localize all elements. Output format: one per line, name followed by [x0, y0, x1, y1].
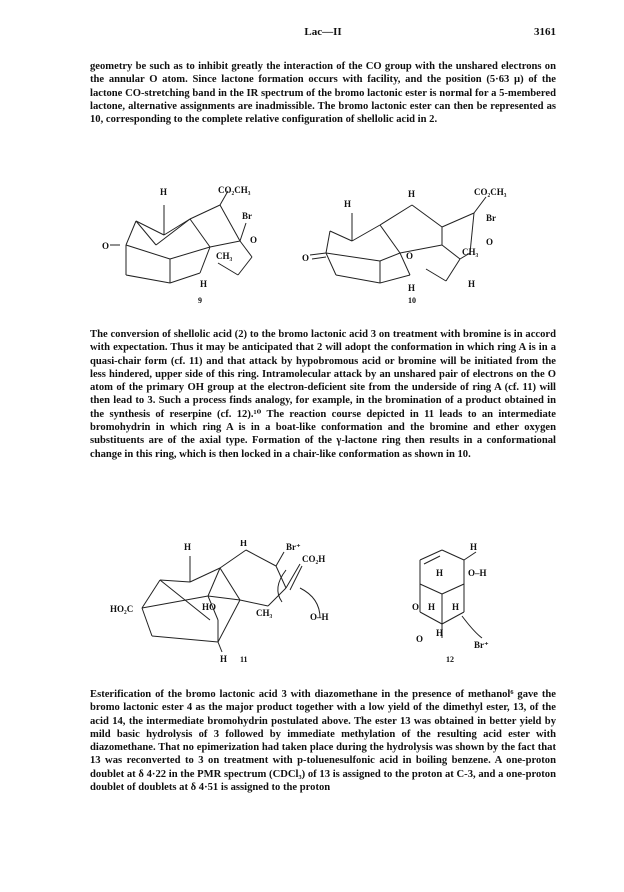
label: CO₂CH₃: [218, 185, 251, 195]
label: H: [184, 542, 192, 552]
running-head: Lac—II: [304, 26, 342, 38]
label: Br: [242, 211, 252, 221]
label: H: [408, 189, 416, 199]
structure-9: [102, 185, 257, 305]
label: CH₃: [216, 251, 233, 261]
label: H: [408, 283, 416, 293]
label: HO₂C: [110, 604, 134, 614]
compound-number-9: 9: [198, 296, 202, 305]
label: CH₃: [256, 608, 273, 618]
label: H: [428, 602, 436, 612]
label: O: [486, 237, 494, 247]
label: O: [302, 253, 310, 263]
paragraph-1: geometry be such as to inhibit greatly the interaction of the CO group with the unshared electrons on the annular O atom. Since lactone formation occurs with facility, and the position (5·63 µ) of the lactone CO-stretching band in the IR spectrum of the bromo lactonic ester is normal for a 5-membered lactone, alternative assignments are inadmissible. The bromo lactonic ester can then be represented as 10, corresponding to the complete relative configuration of shellolic acid in 2.: [90, 61, 556, 126]
label: O–H: [468, 568, 487, 578]
label: H: [240, 540, 248, 548]
page-number: 3161: [534, 26, 556, 38]
label: H: [470, 542, 478, 552]
label: O: [102, 241, 110, 251]
structure-diagram-9-10: [90, 183, 556, 308]
label: HO: [202, 602, 217, 612]
label: Br⁺: [474, 640, 489, 650]
label: H: [220, 654, 228, 664]
label: H: [344, 199, 352, 209]
paragraph-3: Esterification of the bromo lactonic acid 3 with diazomethane in the presence of methanol⁶ gave the bromo lactonic ester 4 as the major product together with a low yield of the dimethyl ester, 13, of the acid 14, the intermediate bromohydrin postulated above. The ester 13 was obtained in better yield by mild basic hydrolysis of 3 followed by immediate methylation of the resulting acid ester with diazomethane. That no epimerization had taken place during the hydrolysis was shown by the fact that 13 was reconverted to 3 on treatment with p-toluenesulfonic acid in boiling benzene. A one-proton doublet at δ 4·22 in the PMR spectrum (CDCl₃) of 13 is assigned to the proton at C-3, and a one-proton doublet of doublets at δ 4·51 is assigned to the proton: [90, 689, 556, 794]
figure-structures-9-10: [90, 183, 556, 308]
label: O–H: [310, 612, 329, 622]
label: H: [452, 602, 460, 612]
compound-number-11: 11: [240, 655, 248, 664]
label: Br: [486, 213, 496, 223]
label: O: [406, 251, 414, 261]
label: H: [436, 628, 444, 638]
compound-number-10: 10: [408, 296, 416, 305]
structure-11: [110, 540, 329, 664]
label: CH₃: [462, 247, 479, 257]
label: O: [250, 235, 258, 245]
running-header: [90, 26, 556, 40]
structure-12: [412, 542, 489, 664]
label: CO₂CH₃: [474, 187, 507, 197]
label: H: [468, 279, 476, 289]
compound-number-12: 12: [446, 655, 454, 664]
label: CO₂H: [302, 554, 326, 564]
label: O: [412, 602, 420, 612]
label: H: [436, 568, 444, 578]
label: O: [416, 634, 424, 644]
label: H: [160, 187, 168, 197]
figure-structures-11-12: [90, 540, 556, 665]
structure-10: [302, 187, 507, 305]
paragraph-2: The conversion of shellolic acid (2) to the bromo lactonic acid 3 on treatment with bromine is in accord with expectation. Thus it may be anticipated that 2 will adopt the conformation in which ring A is in a quasi-chair form (cf. 11) and that attack by hypobromous acid or bromine will be initiated from the less hindered, upper side of this ring. Intramolecular attack by an unshared pair of electrons on the O atom of the primary OH group at the electron-deficient site from the underside of ring A (cf. 11) will then lead to 3. Such a process finds analogy, for example, in the bromination of a product obtained in the synthesis of reserpine (cf. 12).¹⁰ The reaction course depicted in 11 leads to an intermediate bromohydrin in which ring A is in a boat-like conformation and the bromine and ether oxygen substituents are of the axial type. Formation of the γ-lactone ring then results in a conformational change in this ring, which is then locked in a chair-like conformation as shown in 10.: [90, 329, 556, 460]
label: H: [200, 279, 208, 289]
label: Br⁺: [286, 542, 301, 552]
structure-diagram-11-12: [90, 540, 556, 665]
